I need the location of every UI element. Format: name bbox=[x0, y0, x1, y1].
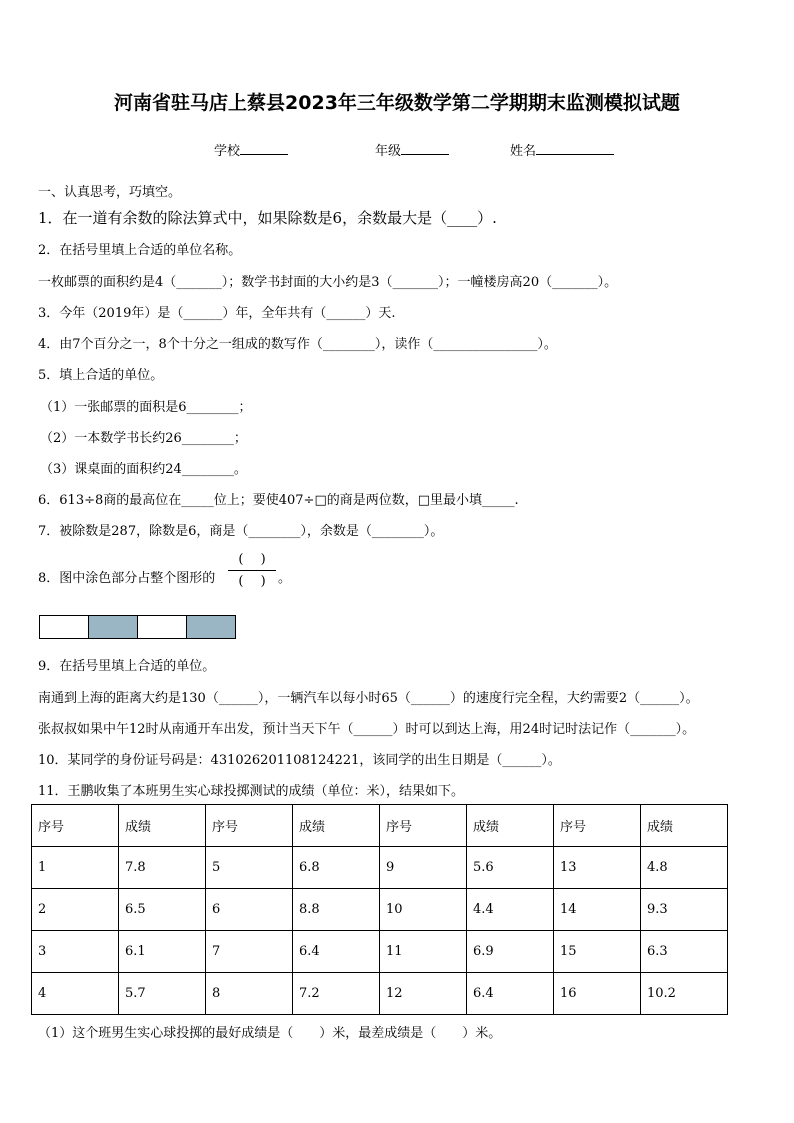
table-cell: 15 bbox=[554, 931, 641, 973]
table-cell: 10.2 bbox=[641, 973, 728, 1015]
table-header-cell: 成绩 bbox=[467, 805, 554, 847]
figure-cell-white bbox=[39, 615, 89, 639]
scores-table bbox=[31, 804, 728, 1015]
figure-cell-shaded bbox=[88, 615, 138, 639]
table-cell: 6.4 bbox=[293, 931, 380, 973]
question-5-1: （1）一张邮票的面积是6________； bbox=[40, 400, 252, 415]
grade-field bbox=[375, 140, 449, 159]
table-header-cell: 序号 bbox=[380, 805, 467, 847]
question-6: 6．613÷8商的最高位在_____位上；要使407÷□的商是两位数，□里最小填_____. bbox=[38, 493, 519, 508]
question-5-2: （2）一本数学书长约26________； bbox=[40, 431, 247, 446]
fraction-denominator: ( ) bbox=[238, 574, 266, 589]
table-cell: 8.8 bbox=[293, 889, 380, 931]
table-cell: 4.8 bbox=[641, 847, 728, 889]
table-cell: 6.5 bbox=[119, 889, 206, 931]
table-cell: 7.8 bbox=[119, 847, 206, 889]
table-cell: 4 bbox=[32, 973, 119, 1015]
school-field bbox=[214, 140, 288, 159]
question-5: 5．填上合适的单位。 bbox=[38, 368, 164, 383]
table-row bbox=[32, 931, 728, 973]
page-title: 河南省驻马店上蔡县2023年三年级数学第二学期期末监测模拟试题 bbox=[114, 92, 680, 114]
table-header-cell: 序号 bbox=[32, 805, 119, 847]
section-heading: 一、认真思考，巧填空。 bbox=[38, 185, 182, 200]
question-5-3: （3）课桌面的面积约24________。 bbox=[40, 462, 247, 477]
table-cell: 1 bbox=[32, 847, 119, 889]
table-row bbox=[32, 847, 728, 889]
table-cell: 8 bbox=[206, 973, 293, 1015]
table-cell: 4.4 bbox=[467, 889, 554, 931]
table-header-cell: 成绩 bbox=[119, 805, 206, 847]
table-cell: 6.3 bbox=[641, 931, 728, 973]
fraction-numerator: ( ) bbox=[238, 552, 266, 567]
table-cell: 9 bbox=[380, 847, 467, 889]
table-cell: 13 bbox=[554, 847, 641, 889]
question-11-1: （1）这个班男生实心球投掷的最好成绩是（ ）米，最差成绩是（ ）米。 bbox=[38, 1026, 502, 1041]
grade-blank[interactable] bbox=[401, 142, 449, 155]
table-cell: 10 bbox=[380, 889, 467, 931]
question-2-line: 一枚邮票的面积约是4（_______）；数学书封面的大小约是3（_______）；一幢楼房高20（_______）。 bbox=[38, 275, 618, 290]
table-cell: 7 bbox=[206, 931, 293, 973]
table-row bbox=[32, 973, 728, 1015]
table-cell: 14 bbox=[554, 889, 641, 931]
table-header-cell: 序号 bbox=[554, 805, 641, 847]
table-cell: 5.7 bbox=[119, 973, 206, 1015]
figure-cell-shaded bbox=[186, 615, 236, 639]
table-cell: 6.4 bbox=[467, 973, 554, 1015]
table-cell: 16 bbox=[554, 973, 641, 1015]
table-cell: 9.3 bbox=[641, 889, 728, 931]
question-8: 8．图中涂色部分占整个图形的 bbox=[38, 571, 216, 586]
table-cell: 6.9 bbox=[467, 931, 554, 973]
table-cell: 2 bbox=[32, 889, 119, 931]
table-header-row bbox=[32, 805, 728, 847]
table-cell: 6.8 bbox=[293, 847, 380, 889]
school-label: 学校 bbox=[214, 144, 241, 159]
question-9-line-1: 南通到上海的距离大约是130（______），一辆汽车以每小时65（______）的速度行完全程，大约需要2（______）。 bbox=[38, 691, 699, 706]
table-header-cell: 成绩 bbox=[293, 805, 380, 847]
question-4: 4．由7个百分之一，8个十分之一组成的数写作（________），读作（________________）。 bbox=[38, 337, 557, 352]
question-8-tail: 。 bbox=[278, 571, 292, 586]
name-field bbox=[510, 140, 614, 159]
question-1: 1．在一道有余数的除法算式中，如果除数是6，余数最大是（____）. bbox=[38, 209, 497, 227]
figure-cell-white bbox=[137, 615, 187, 639]
table-cell: 3 bbox=[32, 931, 119, 973]
table-cell: 12 bbox=[380, 973, 467, 1015]
name-label: 姓名 bbox=[510, 144, 537, 159]
fraction-answer[interactable] bbox=[228, 551, 276, 590]
question-3: 3．今年（2019年）是（______）年，全年共有（______）天. bbox=[38, 306, 396, 321]
table-row bbox=[32, 889, 728, 931]
question-9-line-2: 张叔叔如果中午12时从南通开车出发，预计当天下午（______）时可以到达上海，用24时记时法记作（_______）。 bbox=[38, 722, 696, 737]
question-2: 2．在括号里填上合适的单位名称。 bbox=[38, 243, 242, 258]
question-9: 9．在括号里填上合适的单位。 bbox=[38, 659, 216, 674]
grade-label: 年级 bbox=[375, 144, 402, 159]
table-cell: 6 bbox=[206, 889, 293, 931]
fraction-bar bbox=[228, 570, 276, 571]
name-blank[interactable] bbox=[536, 142, 614, 155]
shaded-figure bbox=[39, 615, 236, 639]
question-11: 11．王鹏收集了本班男生实心球投掷测试的成绩（单位：米），结果如下。 bbox=[38, 784, 465, 799]
question-7: 7．被除数是287，除数是6，商是（________），余数是（________）。 bbox=[38, 524, 444, 539]
table-cell: 5 bbox=[206, 847, 293, 889]
table-cell: 6.1 bbox=[119, 931, 206, 973]
table-cell: 7.2 bbox=[293, 973, 380, 1015]
table-header-cell: 成绩 bbox=[641, 805, 728, 847]
table-cell: 11 bbox=[380, 931, 467, 973]
table-header-cell: 序号 bbox=[206, 805, 293, 847]
question-10: 10．某同学的身份证号码是：431026201108124221，该同学的出生日期是（______）。 bbox=[38, 753, 561, 768]
table-cell: 5.6 bbox=[467, 847, 554, 889]
school-blank[interactable] bbox=[240, 142, 288, 155]
